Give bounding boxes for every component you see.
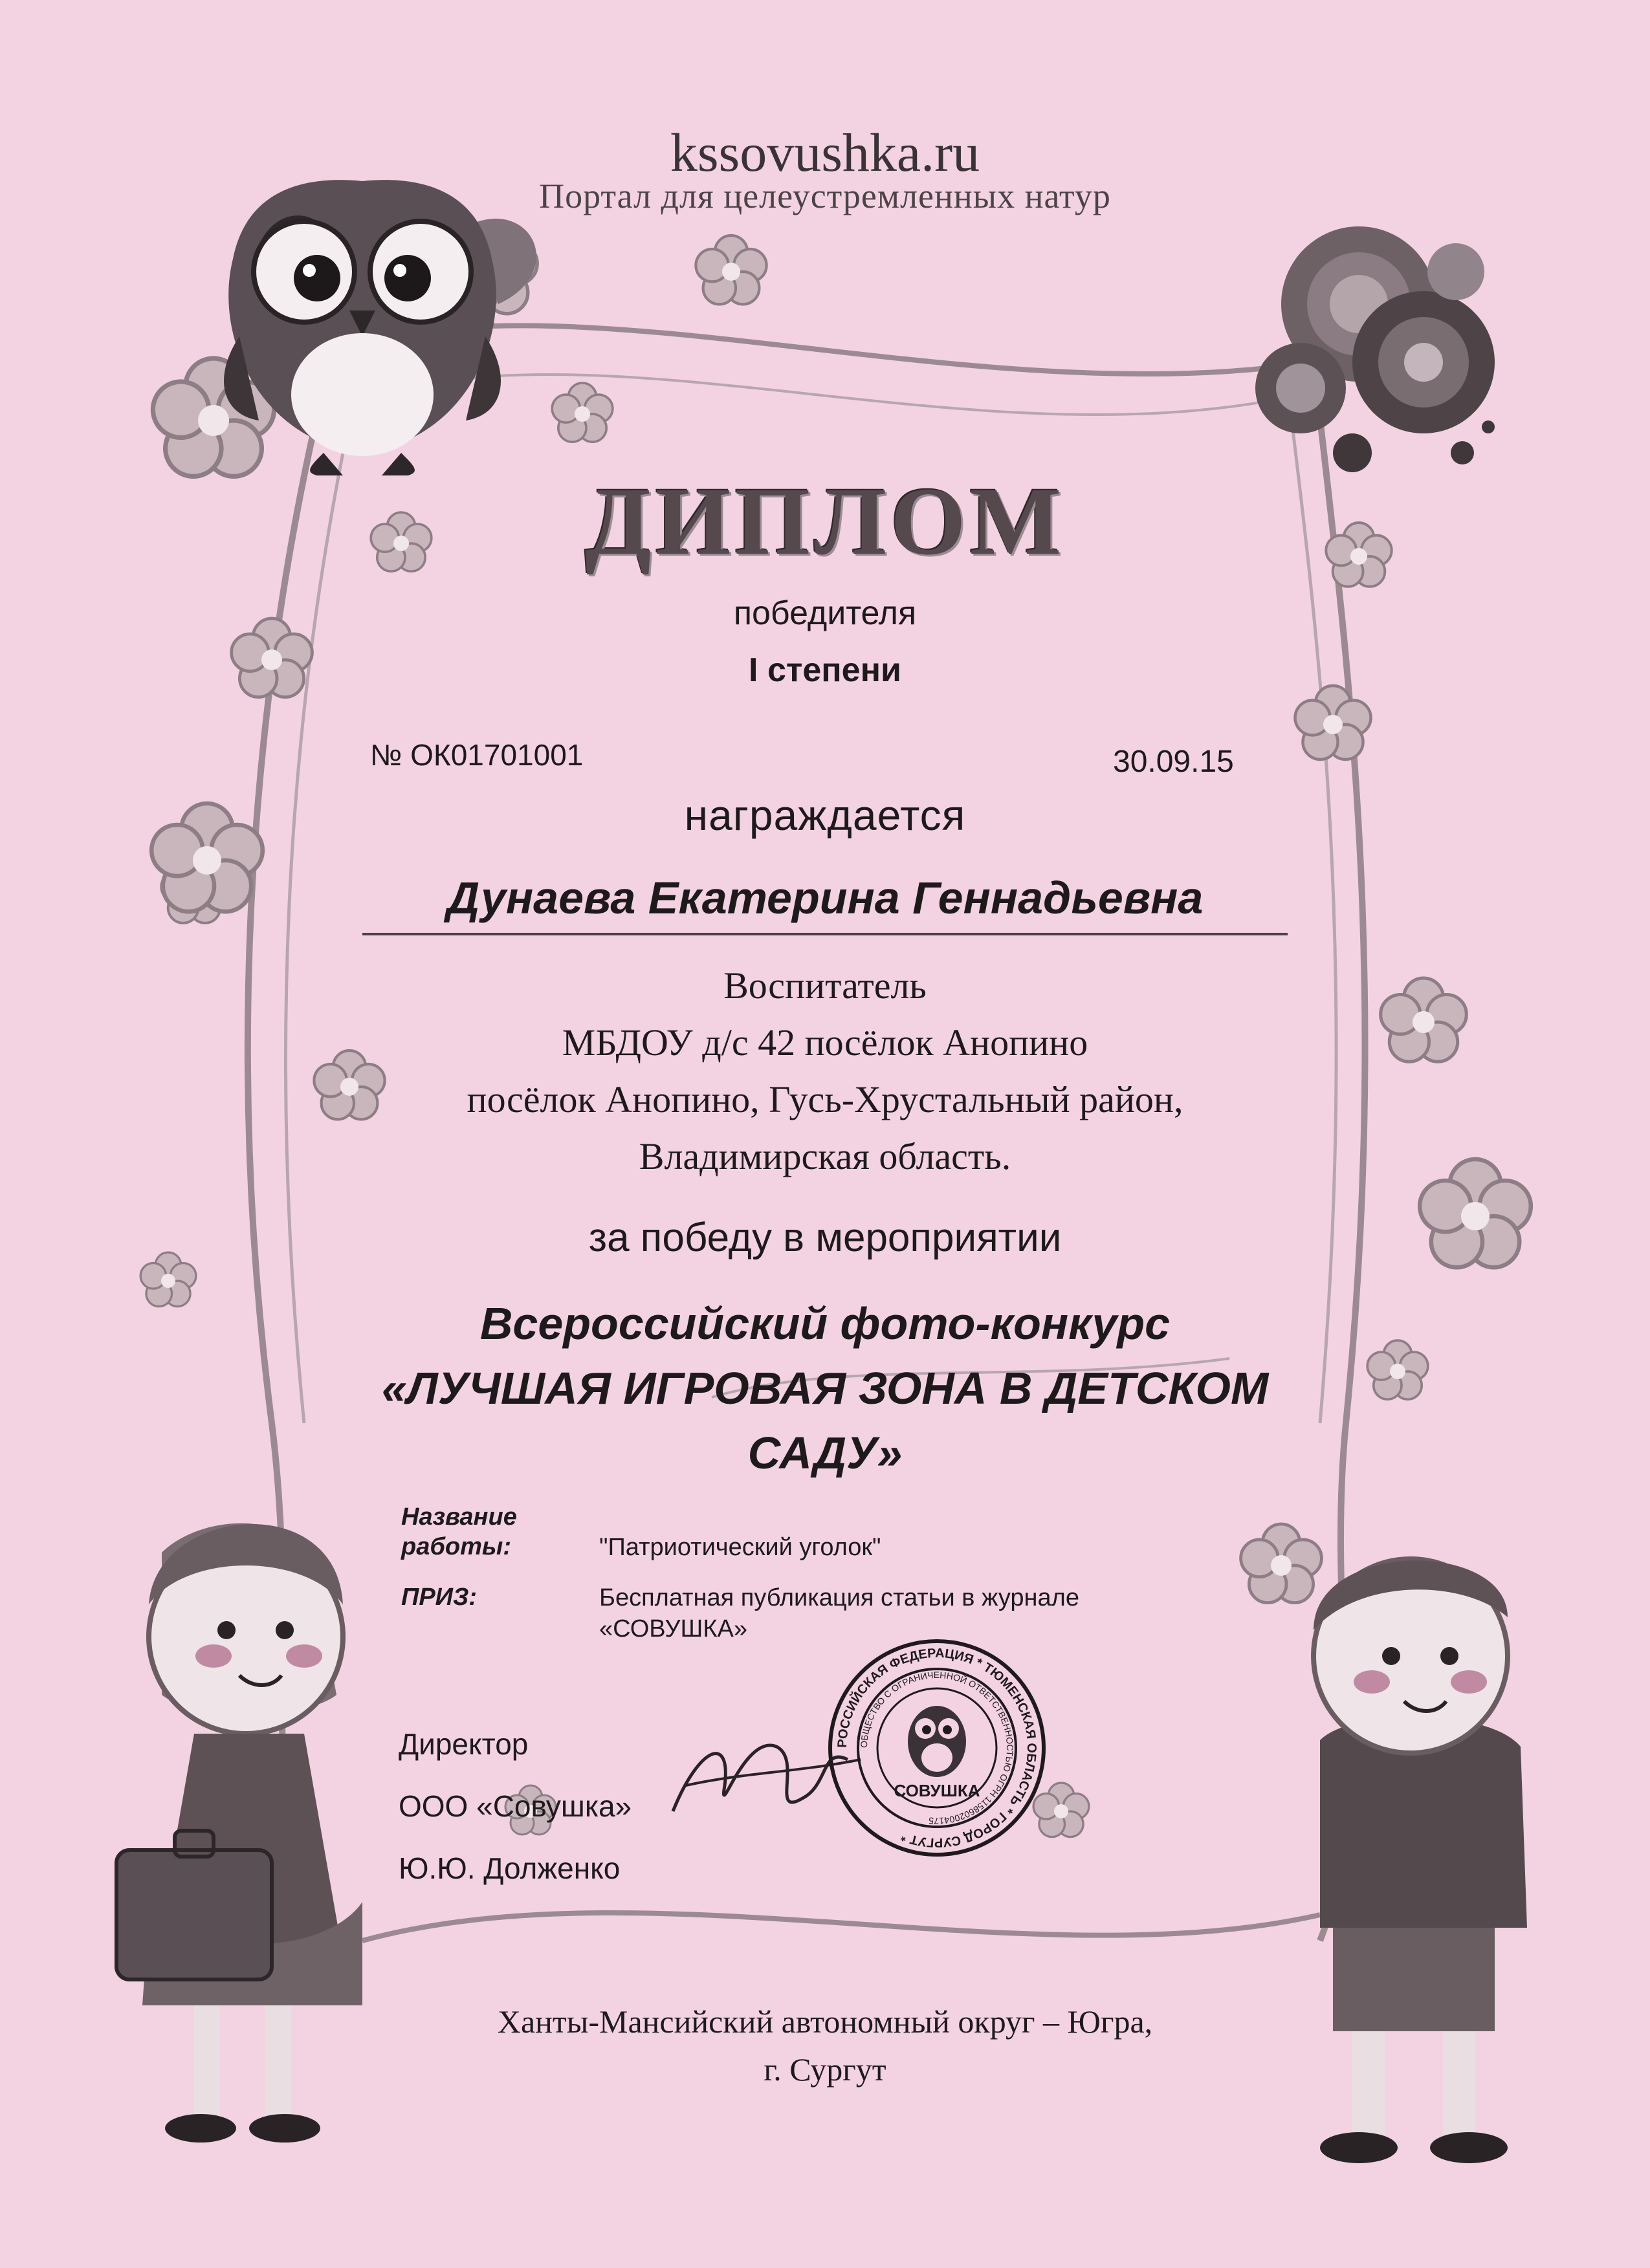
stamp-center-text: СОВУШКА: [894, 1781, 980, 1800]
awarded-label: награждается: [684, 791, 966, 839]
diploma-number: № ОК01701001: [370, 738, 584, 772]
diploma-title: ДИПЛОМ: [584, 468, 1066, 575]
prize-value-line-2: «СОВУШКА»: [599, 1615, 747, 1642]
official-stamp: [827, 1638, 1047, 1858]
winner-label: победителя: [733, 594, 917, 632]
site-tagline: Портал для целеустремленных натур: [539, 177, 1111, 215]
position: Воспитатель: [723, 965, 927, 1007]
recipient-name: Дунаева Екатерина Геннадьевна: [446, 873, 1204, 923]
contest-title: [0, 1291, 1650, 1485]
prize-value-line-1: Бесплатная публикация статьи в журнале: [599, 1584, 1079, 1611]
contest-line-3: САДУ»: [747, 1428, 903, 1478]
contest-line-1: Всероссийский фото-конкурс: [479, 1298, 1171, 1349]
prize-label: ПРИЗ:: [401, 1584, 478, 1611]
contest-line-2: «ЛУЧШАЯ ИГРОВАЯ ЗОНА В ДЕТСКОМ: [381, 1363, 1269, 1413]
recipient-underline: [362, 933, 1288, 935]
prize-value: [599, 1582, 1079, 1644]
signature-block: [399, 1713, 632, 1899]
for-win-label: за победу в мероприятии: [588, 1216, 1062, 1260]
footer-line-2: г. Сургут: [764, 2051, 886, 2088]
stamp-owl-icon: [908, 1706, 966, 1777]
owl-illustration: [224, 180, 536, 475]
circles-ornament: [1255, 226, 1495, 472]
footer: [0, 1998, 1650, 2093]
stamp-outer-text: РОССИЙСКАЯ ФЕДЕРАЦИЯ * ТЮМЕНСКАЯ ОБЛАСТЬ * ГОРОД СУРГУТ *: [835, 1646, 1039, 1850]
director-role: Директор: [399, 1727, 529, 1761]
signature-scribble: [673, 1745, 848, 1811]
work-label: [401, 1502, 517, 1562]
recipient-info: [0, 957, 1650, 1185]
work-label-line-1: Название: [401, 1503, 517, 1531]
work-label-line-2: работы:: [401, 1533, 511, 1560]
address-line-1: посёлок Анопино, Гусь-Хрустальный район,: [467, 1078, 1183, 1120]
address-line-2: Владимирская область.: [639, 1135, 1011, 1177]
footer-line-1: Ханты-Мансийский автономный округ – Югра,: [497, 2003, 1153, 2040]
site-name: kssovushka.ru: [670, 123, 980, 183]
director-org: ООО «Совушка»: [399, 1789, 632, 1823]
director-name: Ю.Ю. Долженко: [399, 1851, 621, 1885]
diploma-date: 30.09.15: [1113, 745, 1234, 779]
work-value: "Патриотический уголок": [599, 1534, 881, 1561]
stamp-inner-text: ОБЩЕСТВО С ОГРАНИЧЕННОЙ ОТВЕТСТВЕННОСТЬЮ ОГРН 1158602004175: [858, 1669, 1016, 1827]
institution: МБДОУ д/с 42 посёлок Анопино: [562, 1021, 1088, 1063]
degree-label: I степени: [749, 651, 901, 689]
